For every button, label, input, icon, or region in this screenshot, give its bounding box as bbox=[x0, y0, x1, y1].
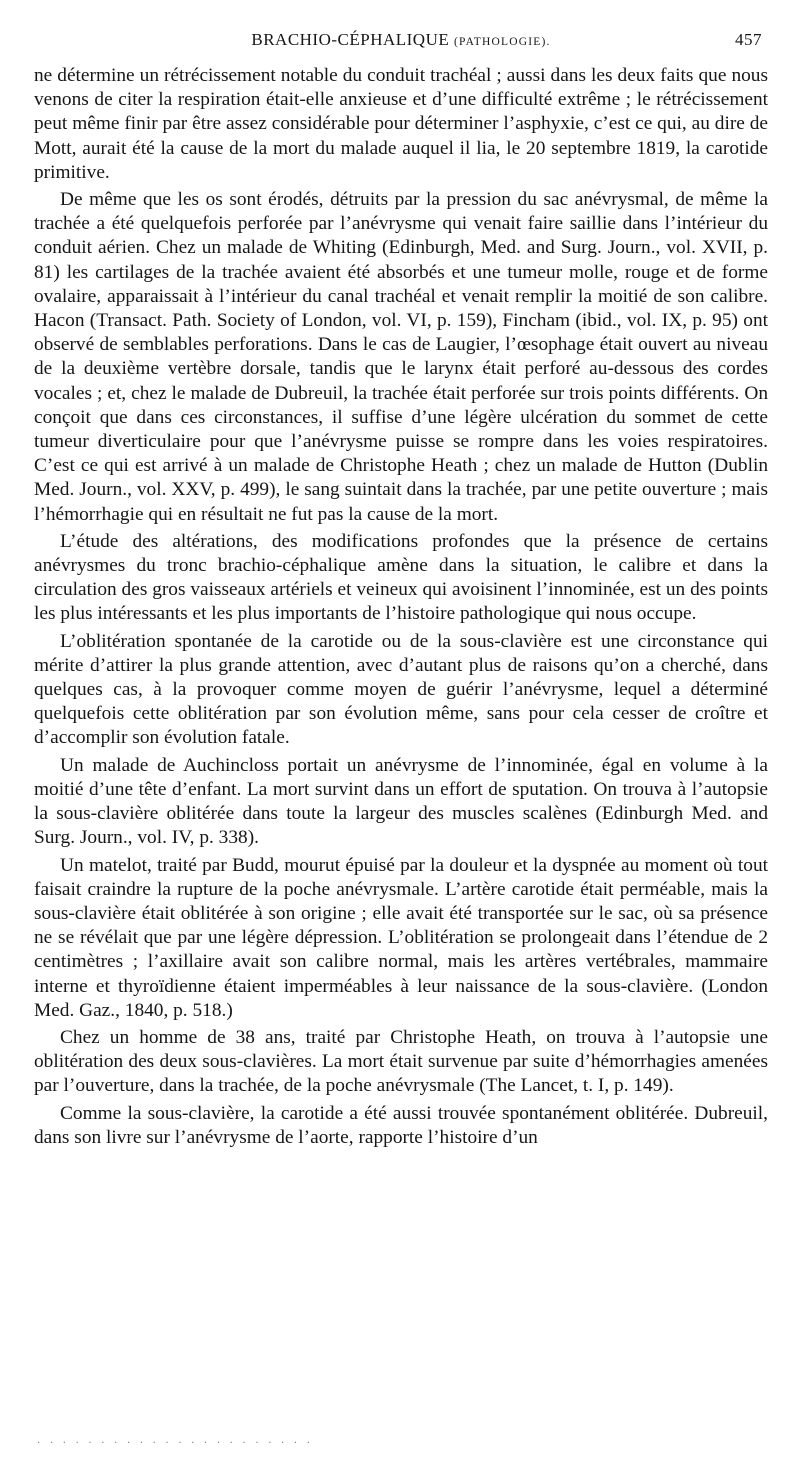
body-text bbox=[34, 64, 768, 1150]
paragraph: ne détermine un rétrécissement notable du conduit trachéal ; aussi dans les deux faits que nous venons de citer la respiration était-elle anxieuse et d’une difficulté extrême ; le rétrécissement peut même finir par être assez considérable pour déterminer l’asphyxie, c’est ce qui, au dire de Mott, aurait été la cause de la mort du malade auquel il lia, le 20 septembre 1819, la carotide primitive. bbox=[34, 65, 768, 183]
page-number: 457 bbox=[735, 30, 762, 49]
paragraph: L’oblitération spontanée de la carotide ou de la sous-clavière est une circonstance qui mérite d’attirer la plus grande attention, avec d’autant plus de raisons qu’on a cherché, dans quelques cas, à la provoquer comme moyen de guérir l’anévrysme, lequel a déterminé quelquefois cette oblitération par son évolution même, sans pour cela cesser de croître et d’accomplir son évolution fatale. bbox=[34, 630, 768, 749]
paragraph: Chez un homme de 38 ans, traité par Christophe Heath, on trouva à l’autopsie une oblitération des deux sous-clavières. La mort était survenue par suite d’hémorrhagies amenées par l’ouverture, dans la trachée, de la poche anévrysmale (The Lancet, t. I, p. 149). bbox=[34, 1026, 768, 1097]
print-artifact-marks: . . . . . . . . . . . . . . . . . . . . . . bbox=[36, 1436, 312, 1446]
paragraph: L’étude des altérations, des modifications profondes que la présence de certains anévrysmes du tronc brachio-céphalique amène dans la situation, le calibre et dans la circulation des gros vaisseaux artériels et veineux qui avoisinent l’innominée, est un des points les plus intéressants et les plus importants de l’histoire pathologique qui nous occupe. bbox=[34, 530, 768, 625]
header-section: (PATHOLOGIE). bbox=[454, 36, 551, 48]
paragraph: De même que les os sont érodés, détruits par la pression du sac anévrysmal, de même la trachée a été quelquefois perforée par l’anévrysme qui venait faire saillie dans l’intérieur du conduit aérien. Chez un malade de Whiting (Edinburgh, Med. and Surg. Journ., vol. XVII, p. 81) les cartilages de la trachée avaient été absorbés et une tumeur molle, rouge et de forme ovalaire, apparaissait à l’intérieur du canal trachéal et venait remplir la moitié de son calibre. Hacon (Transact. Path. Society of London, vol. VI, p. 159), Fincham (ibid., vol. IX, p. 95) ont observé de semblables perforations. Dans le cas de Laugier, l’œsophage était ouvert au niveau de la deuxième vertèbre dorsale, tandis que le larynx était perforé au-dessous des cordes vocales ; et, chez le malade de Dubreuil, la trachée était perforée sur trois points différents. On conçoit que dans ces circonstances, il suffise d’une légère ulcération du sommet de cette tumeur diverticulaire pour que l’anévrysme puisse se rompre dans les voies respiratoires. C’est ce qui est arrivé à un malade de Christophe Heath ; chez un malade de Hutton (Dublin Med. Journ., vol. XXV, p. 499), le sang suintait dans la trachée, par une petite ouverture ; mais l’hémorrhagie qui en résultait ne fut pas la cause de la mort. bbox=[34, 189, 768, 525]
paragraph: Un matelot, traité par Budd, mourut épuisé par la douleur et la dyspnée au moment où tout faisait craindre la rupture de la poche anévrysmale. L’artère carotide était perméable, mais la sous-clavière était oblitérée à son origine ; elle avait été transportée sur le sac, où sa présence ne se révélait que par une légère dépression. L’oblitération se prolongeait dans l’étendue de 2 centimètres ; l’axillaire avait son calibre normal, mais les artères vertébrales, mammaire interne et thyroïdienne étaient imperméables à leur naissance de la sous-clavière. (London Med. Gaz., 1840, p. 518.) bbox=[34, 854, 768, 1021]
paragraph: Un malade de Auchincloss portait un anévrysme de l’innominée, égal en volume à la moitié d’une tête d’enfant. La mort survint dans un effort de sputation. On trouva à l’autopsie la sous-clavière oblitérée dans toute la largeur des muscles scalènes (Edinburgh Med. and Surg. Journ., vol. IV, p. 338). bbox=[34, 754, 768, 849]
document-page bbox=[34, 30, 768, 1153]
paragraph: Comme la sous-clavière, la carotide a été aussi trouvée spontanément oblitérée. Dubreuil, dans son livre sur l’anévrysme de l’aorte, rapporte l’histoire d’un bbox=[34, 1102, 768, 1148]
running-head bbox=[34, 30, 768, 56]
running-title bbox=[34, 30, 768, 50]
header-title: BRACHIO-CÉPHALIQUE bbox=[251, 30, 450, 49]
